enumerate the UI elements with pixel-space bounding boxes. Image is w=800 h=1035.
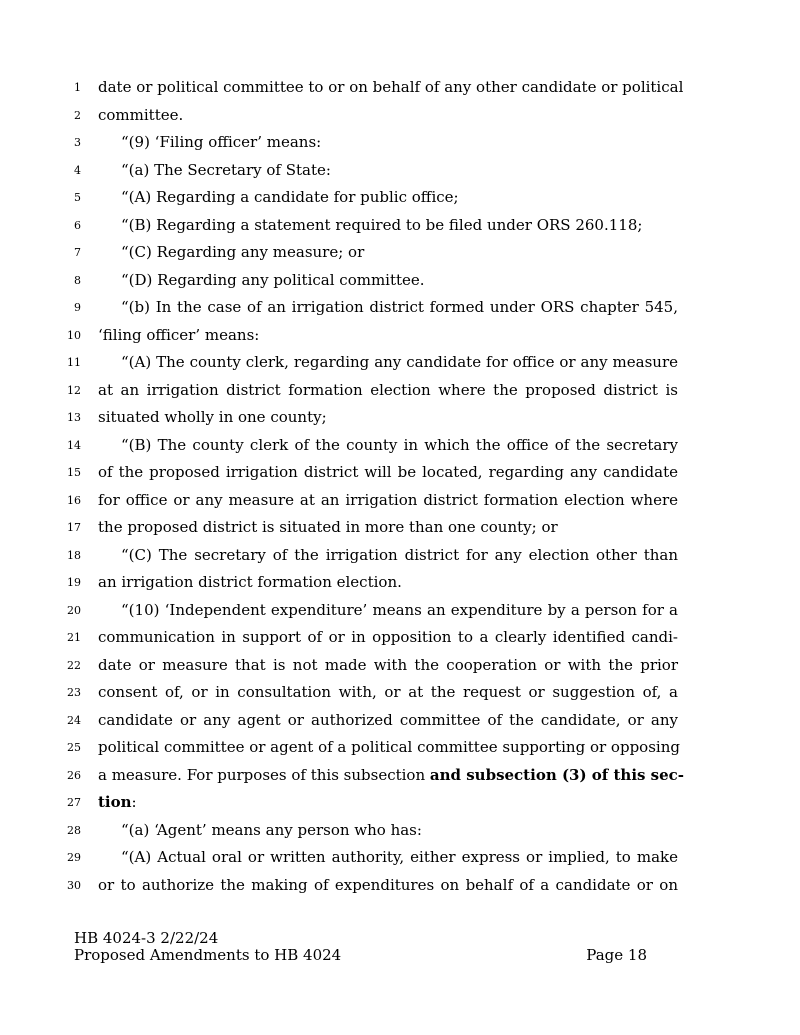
document-line <box>0 74 800 102</box>
line-text: “(D) Regarding any political committee. <box>121 270 425 289</box>
line-number: 7 <box>74 246 81 259</box>
document-line <box>0 542 800 570</box>
line-number: 18 <box>67 548 81 562</box>
line-text: “(A) Regarding a candidate for public office; <box>121 188 459 206</box>
document-line <box>0 404 800 432</box>
line-number: 24 <box>67 713 81 727</box>
line-text: “(B) Regarding a statement required to be filed under ORS 260.118; <box>121 215 643 234</box>
line-text: of the proposed irrigation district will be located, regarding any candidate <box>98 463 678 481</box>
line-number: 20 <box>67 603 81 617</box>
document-line <box>0 487 800 515</box>
line-text: “(a) ‘Agent’ means any person who has: <box>121 820 422 839</box>
line-text: “(A) The county clerk, regarding any candidate for office or any measure <box>121 353 678 371</box>
line-text: “(C) Regarding any measure; or <box>121 243 365 261</box>
page-footer <box>74 930 654 964</box>
line-number: 1 <box>74 81 81 94</box>
line-number: 23 <box>67 686 81 699</box>
document-line <box>0 102 800 130</box>
line-text: consent of, or in consultation with, or at the request or suggestion of, a <box>98 683 678 701</box>
line-text: “(A) Actual oral or written authority, either express or implied, to make <box>121 848 678 866</box>
document-line <box>0 762 800 790</box>
line-number: 13 <box>67 411 81 424</box>
line-text-regular: : <box>131 793 137 811</box>
document-line <box>0 157 800 185</box>
document-line <box>0 679 800 707</box>
footer-title: Proposed Amendments to HB 4024 <box>74 946 342 964</box>
line-text: candidate or any agent or authorized committee of the candidate, or any <box>98 710 678 729</box>
line-number: 29 <box>67 851 81 864</box>
footer-page-number: Page 18 <box>586 946 647 964</box>
line-text: the proposed district is situated in more than one county; or <box>98 518 558 536</box>
line-text <box>98 789 678 817</box>
line-number: 22 <box>67 658 81 672</box>
line-text: for office or any measure at an irrigation district formation election where <box>98 490 678 509</box>
document-line <box>0 184 800 212</box>
document-line <box>0 212 800 240</box>
document-body <box>0 74 800 899</box>
document-line <box>0 349 800 377</box>
line-number: 19 <box>67 576 81 589</box>
line-number: 4 <box>74 163 81 177</box>
line-text: at an irrigation district formation election where the proposed district is <box>98 380 678 399</box>
line-number: 30 <box>67 878 81 892</box>
document-line <box>0 734 800 762</box>
line-text: ‘filing officer’ means: <box>98 325 260 344</box>
document-line <box>0 377 800 405</box>
line-number: 5 <box>74 191 81 204</box>
line-number: 26 <box>67 768 81 782</box>
document-line <box>0 624 800 652</box>
document-line <box>0 514 800 542</box>
line-number: 9 <box>74 301 81 314</box>
line-text: or to authorize the making of expenditures on behalf of a candidate or on <box>98 875 678 894</box>
footer-bill-id: HB 4024-3 2/22/24 <box>74 929 219 947</box>
line-number: 14 <box>67 438 81 452</box>
line-text: date or measure that is not made with the cooperation or with the prior <box>98 655 678 674</box>
document-line <box>0 569 800 597</box>
line-number: 21 <box>67 631 81 644</box>
line-number: 11 <box>67 356 81 369</box>
line-number: 8 <box>74 273 81 287</box>
line-text: “(10) ‘Independent expenditure’ means an expenditure by a person for a <box>121 600 678 619</box>
line-text: situated wholly in one county; <box>98 408 327 426</box>
line-text: “(9) ‘Filing officer’ means: <box>121 133 322 151</box>
line-number: 27 <box>67 796 81 809</box>
document-line <box>0 872 800 900</box>
line-text: date or political committee to or on behalf of any other candidate or political <box>98 78 684 96</box>
document-line <box>0 267 800 295</box>
document-line <box>0 844 800 872</box>
line-text: an irrigation district formation election. <box>98 573 402 591</box>
line-number: 6 <box>74 218 81 232</box>
line-text: “(B) The county clerk of the county in which the office of the secretary <box>121 435 678 454</box>
line-text: “(a) The Secretary of State: <box>121 160 331 179</box>
line-text: communication in support of or in opposition to a clearly identified candi- <box>98 628 678 646</box>
line-number: 10 <box>67 328 81 342</box>
document-line <box>0 817 800 845</box>
line-text-regular: a measure. For purposes of this subsection <box>98 765 430 784</box>
document-line <box>0 322 800 350</box>
line-text-bold-amendment: and subsection (3) of this sec- <box>429 765 685 784</box>
document-line <box>0 129 800 157</box>
line-number: 25 <box>67 741 81 754</box>
line-number: 12 <box>67 383 81 397</box>
line-number: 28 <box>67 823 81 837</box>
document-line <box>0 459 800 487</box>
line-number: 3 <box>74 136 81 149</box>
line-text: “(C) The secretary of the irrigation district for any election other than <box>121 545 678 564</box>
line-text: committee. <box>98 105 184 124</box>
document-line <box>0 707 800 735</box>
document-line <box>0 294 800 322</box>
line-number: 2 <box>74 108 81 122</box>
document-line <box>0 652 800 680</box>
line-text: political committee or agent of a political committee supporting or opposing <box>98 738 680 756</box>
line-number: 17 <box>67 521 81 534</box>
line-text <box>98 762 685 790</box>
document-line <box>0 432 800 460</box>
document-line <box>0 597 800 625</box>
line-number: 16 <box>67 493 81 507</box>
document-line <box>0 789 800 817</box>
line-text: “(b) In the case of an irrigation district formed under ORS chapter 545, <box>121 298 678 316</box>
line-number: 15 <box>67 466 81 479</box>
line-text-bold-amendment: tion <box>98 793 132 811</box>
document-line <box>0 239 800 267</box>
